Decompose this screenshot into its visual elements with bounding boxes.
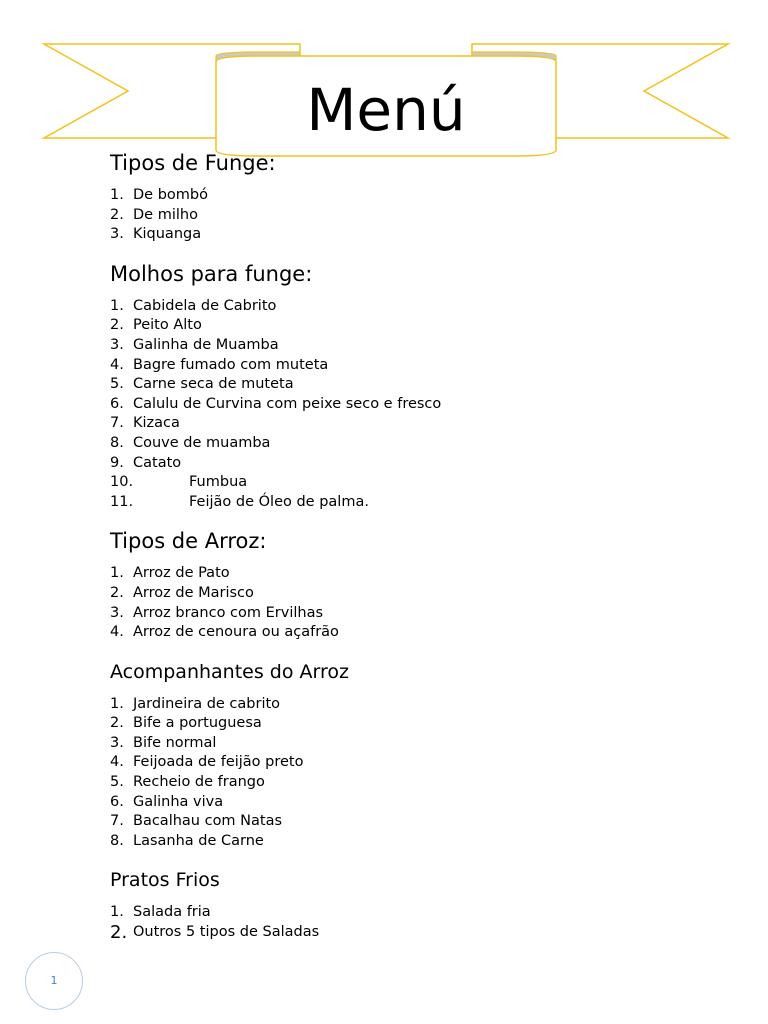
item-text: Outros 5 tipos de Saladas — [133, 924, 320, 941]
item-text: Calulu de Curvina com peixe seco e fresco — [133, 395, 442, 412]
list-item — [110, 923, 710, 943]
list-item — [110, 812, 710, 832]
section-heading: Molhos para funge: — [110, 261, 313, 286]
list-item — [110, 434, 710, 454]
item-list — [110, 297, 710, 513]
item-number: 11. — [110, 493, 134, 510]
item-text: Bife a portuguesa — [133, 715, 262, 732]
list-item — [110, 493, 710, 513]
item-text: Arroz branco com Ervilhas — [133, 604, 324, 621]
item-text: Arroz de cenoura ou açafrão — [133, 624, 339, 641]
item-number: 6. — [110, 395, 124, 412]
item-text: Feijão de Óleo de palma. — [189, 493, 369, 510]
list-item — [110, 604, 710, 624]
item-list — [110, 186, 710, 245]
item-number: 3. — [110, 336, 124, 353]
item-number: 1. — [110, 695, 124, 712]
item-text: Recheio de frango — [133, 774, 265, 791]
item-text: Bagre fumado com muteta — [133, 356, 329, 373]
list-item — [110, 206, 710, 226]
item-number: 2. — [110, 206, 124, 223]
item-text: Salada fria — [133, 904, 211, 921]
section-tipos-de-arroz — [110, 528, 710, 642]
item-number: 4. — [110, 624, 124, 641]
list-item — [110, 623, 710, 643]
item-text: Galinha viva — [133, 793, 224, 810]
menu-title: Menú — [306, 76, 466, 144]
item-list — [110, 564, 710, 642]
item-text: Fumbua — [189, 474, 248, 491]
item-text: Arroz de Marisco — [133, 584, 254, 601]
item-text: Peito Alto — [133, 317, 202, 334]
list-item — [110, 414, 710, 434]
item-text: Feijoada de feijão preto — [133, 754, 304, 771]
item-number: 2. — [110, 922, 128, 944]
list-item — [110, 316, 710, 336]
item-number: 2. — [110, 317, 124, 334]
item-text: De bombó — [133, 187, 208, 203]
item-number: 3. — [110, 604, 124, 621]
list-item — [110, 225, 710, 245]
list-item — [110, 903, 710, 923]
item-text: Kiquanga — [133, 226, 202, 243]
item-number: 5. — [110, 774, 124, 791]
list-item — [110, 714, 710, 734]
item-number: 1. — [110, 187, 124, 203]
section-acompanhantes-do-arroz — [110, 659, 710, 852]
item-text: Bacalhau com Natas — [133, 813, 283, 830]
section-heading: Pratos Frios — [110, 869, 220, 892]
item-number: 2. — [110, 584, 124, 601]
item-text: Cabidela de Cabrito — [133, 297, 277, 314]
list-item — [110, 695, 710, 715]
item-text: Bife normal — [133, 734, 217, 751]
list-item — [110, 793, 710, 813]
item-number: 8. — [110, 434, 124, 451]
item-text: Galinha de Muamba — [133, 336, 279, 353]
item-list — [110, 695, 710, 852]
list-item — [110, 832, 710, 852]
list-item — [110, 356, 710, 376]
item-number: 7. — [110, 813, 124, 830]
list-item — [110, 186, 710, 206]
section-heading: Tipos de Funge: — [110, 151, 276, 175]
item-number: 10. — [110, 474, 134, 491]
section-molhos-para-funge — [110, 261, 710, 513]
list-item — [110, 454, 710, 474]
list-item — [110, 297, 710, 317]
list-item — [110, 773, 710, 793]
list-item — [110, 336, 710, 356]
item-number: 2. — [110, 715, 124, 732]
item-number: 1. — [110, 565, 124, 582]
section-tipos-de-funge — [110, 150, 710, 245]
page-number-badge: 1 — [25, 952, 83, 1010]
item-text: Carne seca de muteta — [133, 376, 294, 393]
item-number: 5. — [110, 376, 124, 393]
item-number: 8. — [110, 832, 124, 849]
item-number: 1. — [110, 904, 124, 921]
item-text: Lasanha de Carne — [133, 832, 264, 849]
section-pratos-frios — [110, 867, 710, 942]
item-text: De milho — [133, 206, 198, 223]
item-text: Arroz de Pato — [133, 565, 230, 582]
section-heading: Tipos de Arroz: — [110, 529, 267, 554]
item-text: Couve de muamba — [133, 434, 271, 451]
item-number: 6. — [110, 793, 124, 810]
list-item — [110, 395, 710, 415]
item-text: Jardineira de cabrito — [133, 695, 281, 712]
menu-content — [110, 150, 710, 959]
item-list — [110, 903, 710, 942]
item-number: 4. — [110, 356, 124, 373]
list-item — [110, 564, 710, 584]
list-item — [110, 753, 710, 773]
section-heading: Acompanhantes do Arroz — [110, 660, 349, 683]
item-number: 1. — [110, 297, 124, 314]
list-item — [110, 375, 710, 395]
item-text: Catato — [133, 454, 182, 471]
item-text: Kizaca — [133, 415, 180, 432]
list-item — [110, 584, 710, 604]
item-number: 9. — [110, 454, 124, 471]
item-number: 3. — [110, 734, 124, 751]
list-item — [110, 473, 710, 493]
item-number: 3. — [110, 226, 124, 243]
item-number: 7. — [110, 415, 124, 432]
item-number: 4. — [110, 754, 124, 771]
list-item — [110, 734, 710, 754]
